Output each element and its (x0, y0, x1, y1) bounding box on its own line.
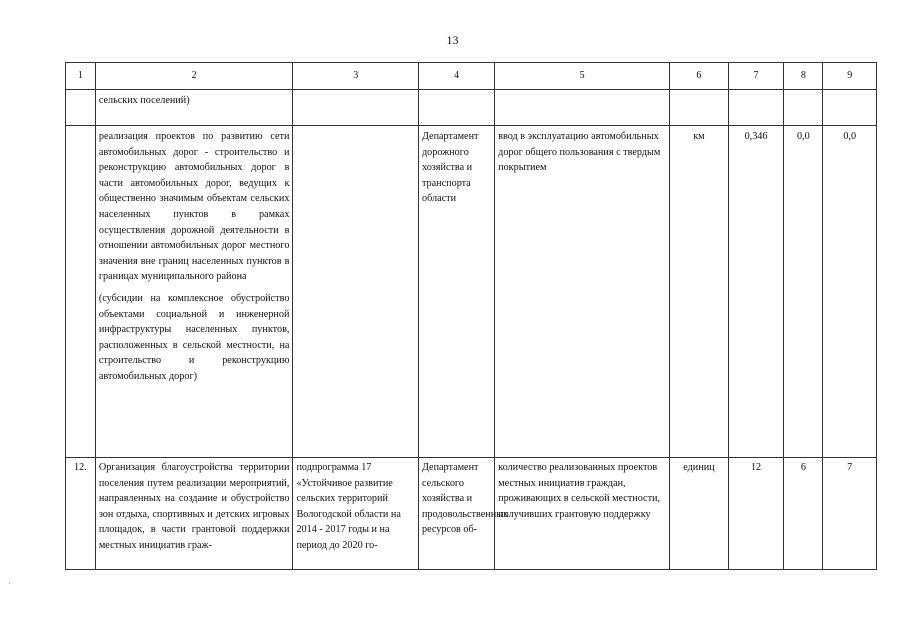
cell-value-2: 6 (784, 458, 823, 570)
cell-number (66, 126, 96, 458)
cell-indicator (495, 90, 670, 126)
activity-note: (субсидии на комплексное обустройство объектами социальной и инженерной инфраструктуры населенных пунктов, расположенных в сельской местности, на строительство и реконструкцию автомобильных дорог) (98, 292, 290, 382)
cell-value-3: 0,0 (823, 126, 877, 458)
cell-activity: сельских поселений) (95, 90, 293, 126)
header-col-3: 3 (293, 63, 419, 90)
header-col-7: 7 (728, 63, 784, 90)
cell-value-1 (728, 90, 784, 126)
activity-description: реализация проектов по развитию сети автомобильных дорог - строительство и реконструкцию автомобильных дорог в части автомобильных дорог, ведущих к общественно значимым объектам сельских населенных пунктов в рамках осуществления дорожной деятельности в отношении автомобильных дорог местного значения вне границ населенных пунктов в границах муниципального района (98, 131, 290, 283)
cell-unit: единиц (670, 458, 729, 570)
cell-number: 12. (66, 458, 96, 570)
header-row (66, 63, 877, 90)
cell-program (293, 90, 419, 126)
cell-program (293, 126, 419, 458)
header-col-1: 1 (66, 63, 96, 90)
header-col-2: 2 (95, 63, 293, 90)
header-col-8: 8 (784, 63, 823, 90)
header-col-6: 6 (670, 63, 729, 90)
cell-unit (670, 90, 729, 126)
cell-unit: км (670, 126, 729, 458)
table-row (66, 458, 877, 570)
header-col-4: 4 (418, 63, 494, 90)
cell-executor: Департамент сельского хозяйства и продовольственных ресурсов об- (418, 458, 494, 570)
cell-value-1: 12 (728, 458, 784, 570)
margin-mark: · (8, 579, 11, 588)
header-col-9: 9 (823, 63, 877, 90)
cell-value-3: 7 (823, 458, 877, 570)
cell-value-1: 0,346 (728, 126, 784, 458)
cell-value-2 (784, 90, 823, 126)
cell-program: подпрограмма 17 «Устойчивое развитие сельских территорий Вологодской области на 2014 - 2017 годы и на период до 2020 го- (293, 458, 419, 570)
table-row (66, 90, 877, 126)
cell-value-3 (823, 90, 877, 126)
cell-activity (95, 126, 293, 458)
cell-activity: Организация благоустройства территории поселения путем реализации мероприятий, направленных на создание и обустройство зон отдыха, спортивных и детских игровых площадок, в части грантовой поддержки местных инициатив граж- (95, 458, 293, 570)
header-col-5: 5 (495, 63, 670, 90)
cell-number (66, 90, 96, 126)
cell-executor: Департамент дорожного хозяйства и транспорта области (418, 126, 494, 458)
cell-value-2: 0,0 (784, 126, 823, 458)
cell-indicator: ввод в эксплуатацию автомобильных дорог общего пользования с твердым покрытием (495, 126, 670, 458)
cell-indicator: количество реализованных проектов местных инициатив граждан, проживающих в сельской местности, получивших грантовую поддержку (495, 458, 670, 570)
page-number: 13 (446, 33, 459, 47)
program-table (65, 62, 877, 570)
table-row (66, 126, 877, 458)
cell-executor (418, 90, 494, 126)
